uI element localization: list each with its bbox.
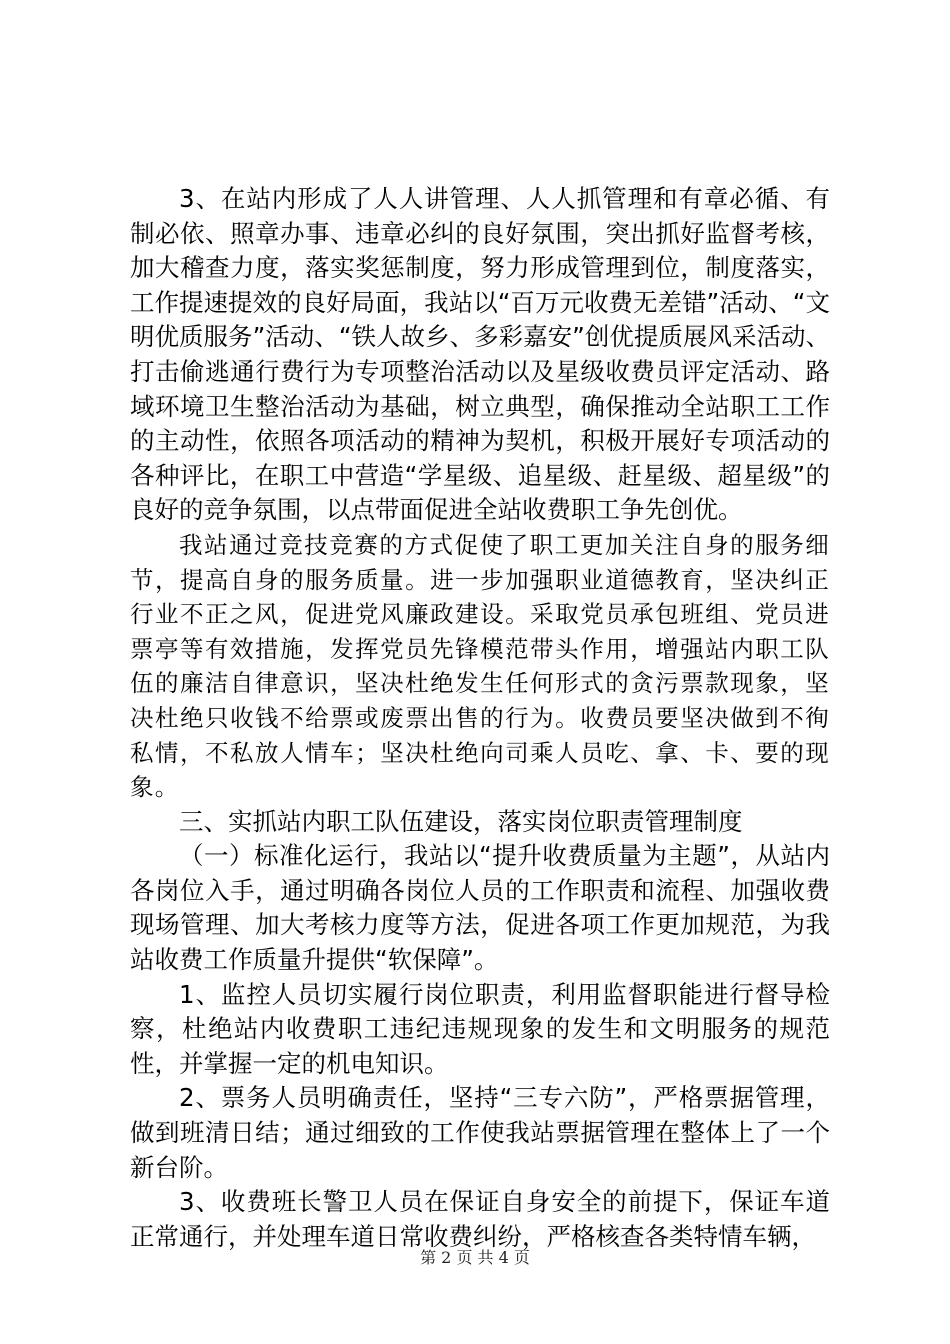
section-heading-3: 三、实抓站内职工队伍建设，落实岗位职责管理制度: [179, 806, 743, 836]
paragraph-monitoring: 1、监控人员切实履行岗位职责，利用监督职能进行督导检察，杜绝站内收费职工违纪违规现象的发生和文明服务的规范性，并掌握一定的机电知识。: [130, 979, 830, 1078]
paragraph-squad-leader: 3、收费班长警卫人员在保证自身安全的前提下，保证车道正常通行，并处理车道日常收费纠纷，严格核查各类特情车辆，: [130, 1187, 830, 1251]
paragraph-activities: 3、在站内形成了人人讲管理、人人抓管理和有章必循、有制必依、照章办事、违章必纠的良好氛围，突出抓好监督考核，加大稽查力度，落实奖惩制度，努力形成管理到位，制度落实，工作提速提效的良好局面，我站以“百万元收费无差错”活动、“文明优质服务”活动、“铁人故乡、多彩嘉安”创优提质展风采活动、打击偷逃通行费行为专项整治活动以及星级收费员评定活动、路域环境卫生整治活动为基础，树立典型，确保推动全站职工工作的主动性，依照各项活动的精神为契机，积极开展好专项活动的各种评比，在职工中营造“学星级、追星级、赶星级、超星级”的良好的竞争氛围，以点带面促进全站收费职工争先创优。: [130, 184, 830, 525]
document-body: [130, 182, 830, 1254]
paragraph-standardization: （一）标准化运行，我站以“提升收费质量为主题”，从站内各岗位入手，通过明确各岗位人员的工作职责和流程、加强收费现场管理、加大考核力度等方法，促进各项工作更加规范，为我站收费工作质量升提供“软保障”。: [130, 841, 830, 975]
paragraph-competition: 我站通过竞技竞赛的方式促使了职工更加关注自身的服务细节，提高自身的服务质量。进一步加强职业道德教育，坚决纠正行业不正之风，促进党风廉政建设。采取党员承包班组、党员进票亭等有效措施，发挥党员先锋模范带头作用，增强站内职工队伍的廉洁自律意识，坚决杜绝发生任何形式的贪污票款现象，坚决杜绝只收钱不给票或废票出售的行为。收费员要坚决做到不徇私情，不私放人情车；坚决杜绝向司乘人员吃、拿、卡、要的现象。: [130, 530, 830, 802]
paragraph-ticketing: 2、票务人员明确责任，坚持“三专六防”，严格票据管理，做到班清日结；通过细致的工作使我站票据管理在整体上了一个新台阶。: [130, 1083, 830, 1182]
page-footer: 第 2 页 共 4 页: [420, 1248, 530, 1267]
